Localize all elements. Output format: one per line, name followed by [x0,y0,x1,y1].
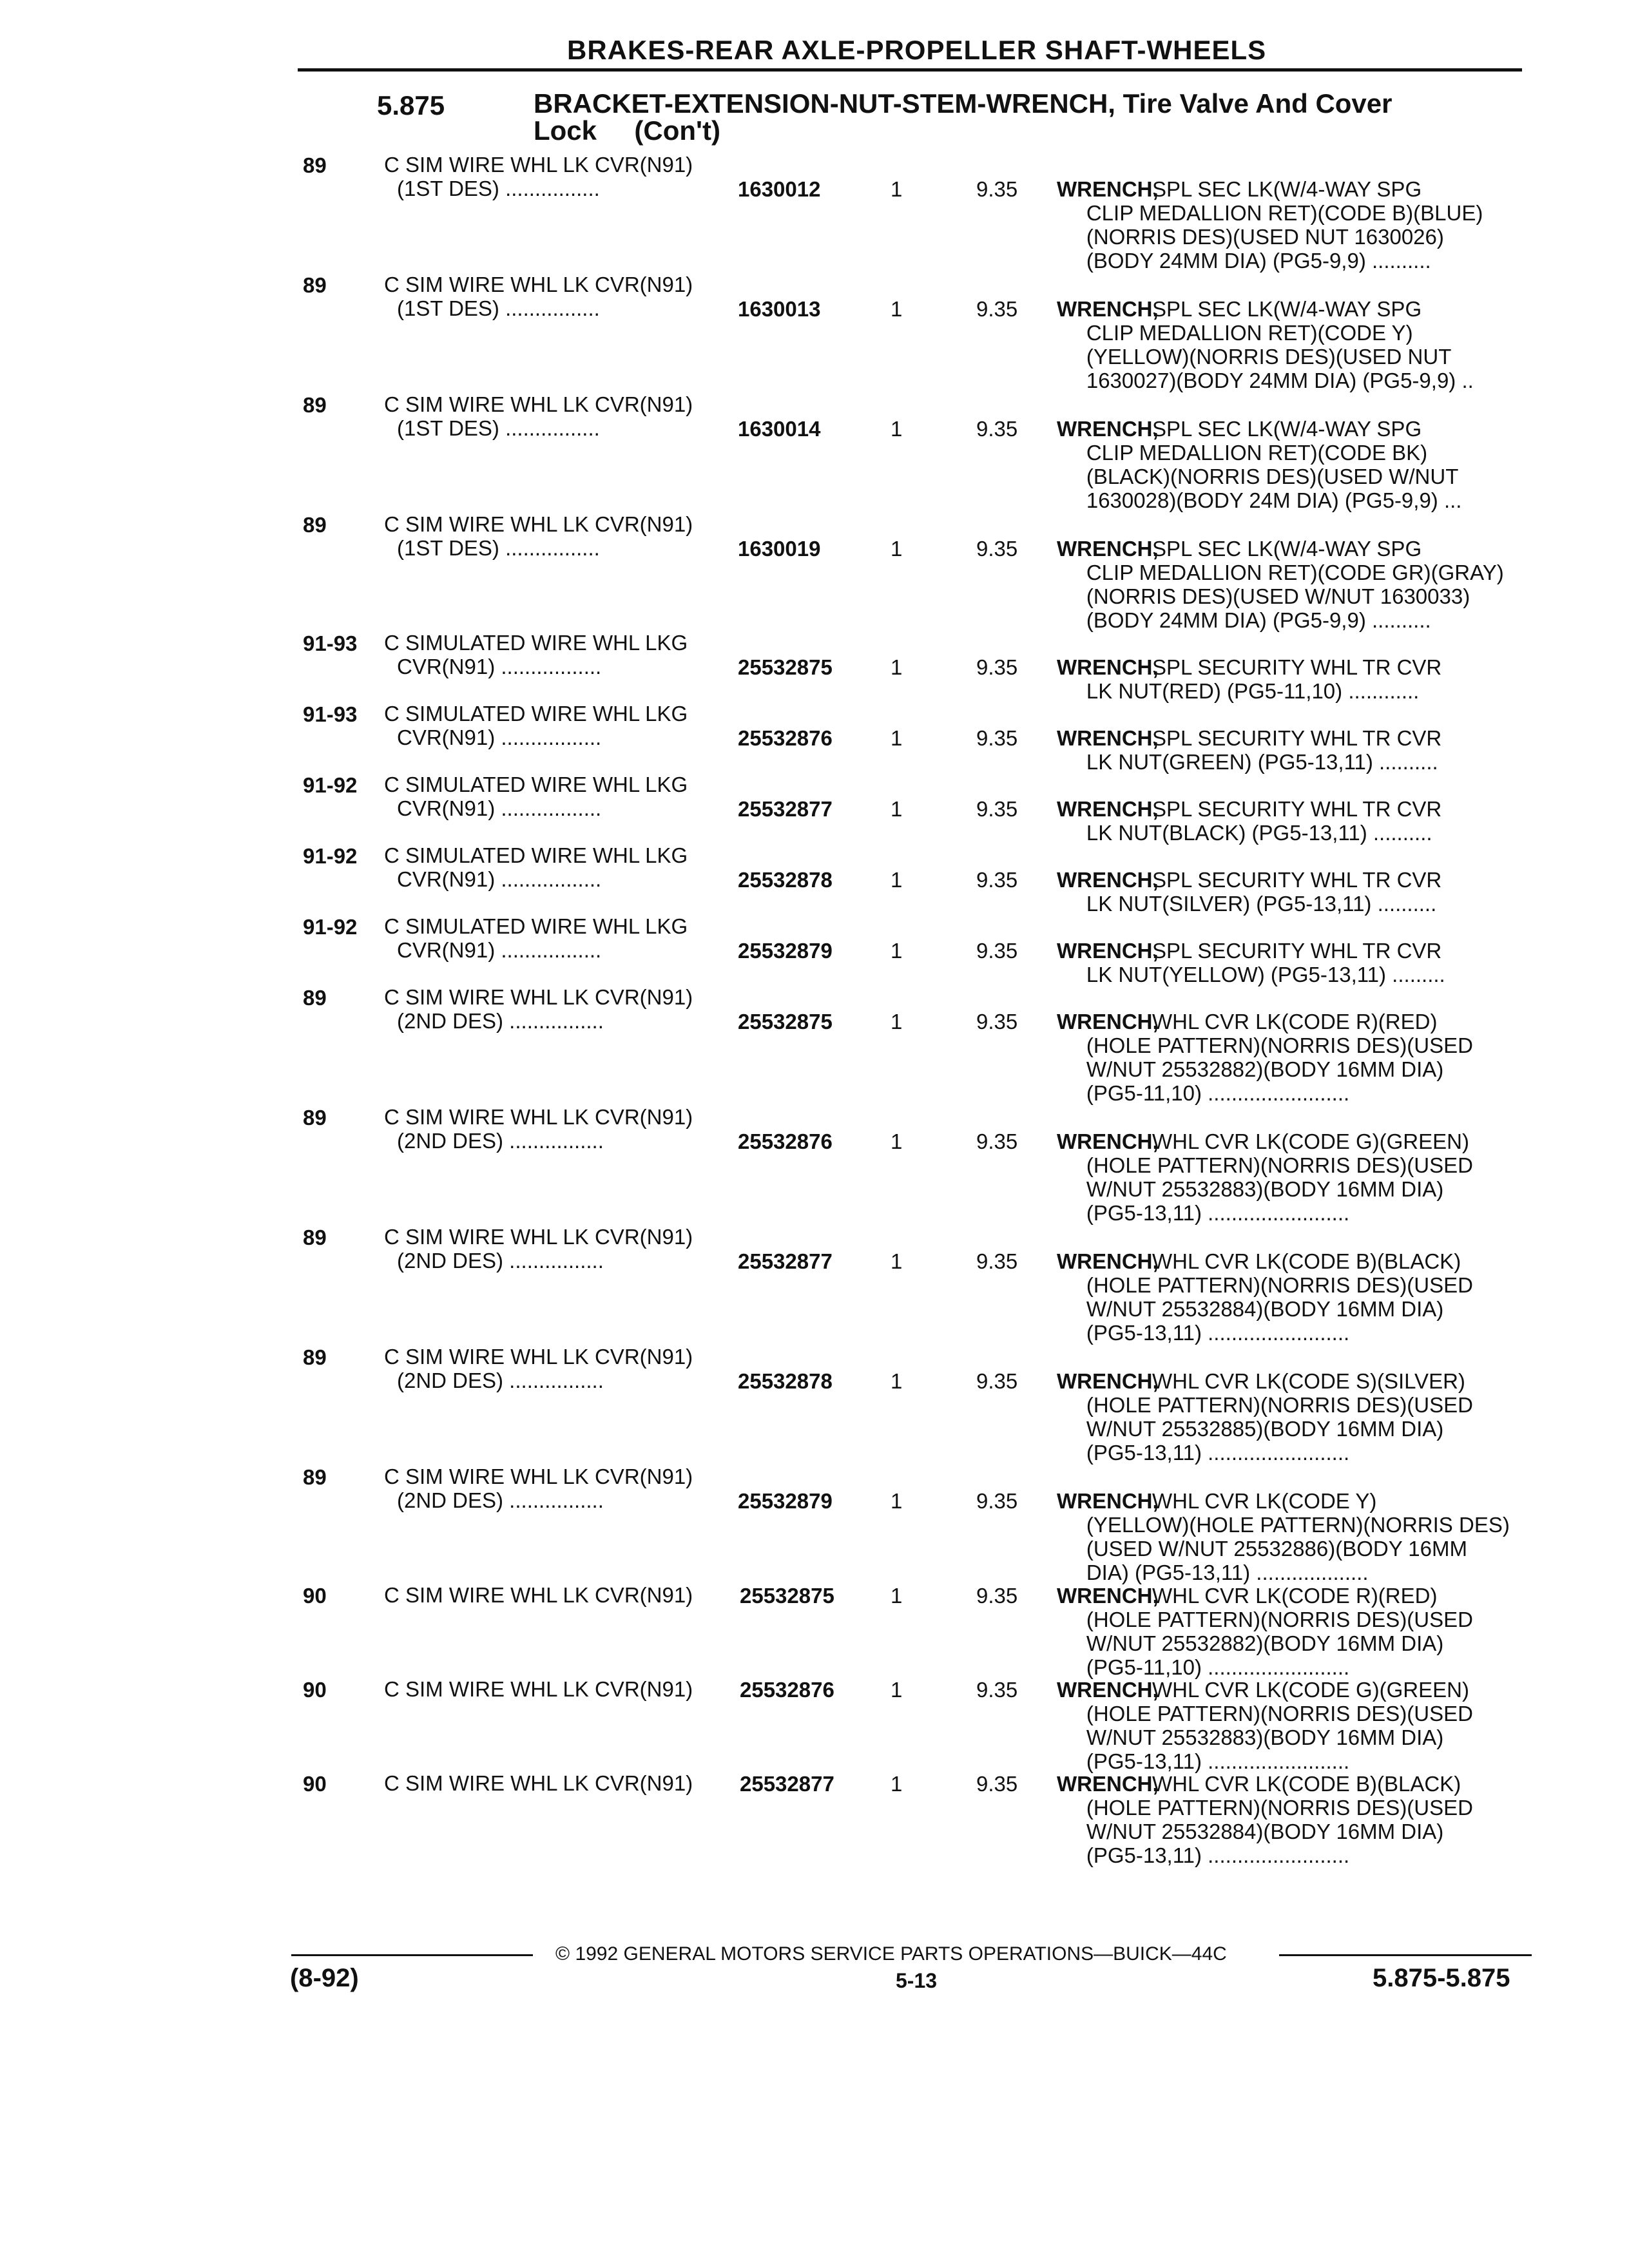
part-number: 1630014 [738,417,821,441]
model-description: C SIM WIRE WHL LK CVR(N91) [384,1583,693,1607]
model-description-cont: CVR(N91) ................. [397,938,602,962]
item-keyword: WRENCH, [1057,1249,1159,1273]
item-description: WHL CVR LK(CODE S)(SILVER) (HOLE PATTERN)(NORRIS DES)(USED W/NUT 25532885)(BODY 16MM DIA) (PG5-13,11) ........................ [1086,1369,1473,1465]
part-number: 25532878 [738,868,833,892]
model-year: 91-93 [303,702,358,726]
quantity: 1 [891,1678,903,1702]
item-description: SPL SEC LK(W/4-WAY SPG CLIP MEDALLION RET)(CODE Y) (YELLOW)(NORRIS DES)(USED NUT 1630027)(BODY 24MM DIA) (PG5-9,9) .. [1086,297,1474,392]
model-year: 91-92 [303,915,358,939]
item-description: SPL SEC LK(W/4-WAY SPG CLIP MEDALLION RET)(CODE GR)(GRAY) (NORRIS DES)(USED W/NUT 1630033) (BODY 24MM DIA) (PG5-9,9) .......... [1086,537,1504,632]
item-keyword: WRENCH, [1057,537,1159,561]
item-description: WHL CVR LK(CODE B)(BLACK) (HOLE PATTERN)(NORRIS DES)(USED W/NUT 25532884)(BODY 16MM DIA) (PG5-13,11) ........................ [1086,1249,1473,1345]
price: 9.35 [976,1129,1018,1153]
item-description: SPL SECURITY WHL TR CVR LK NUT(YELLOW) (PG5-13,11) ......... [1086,939,1445,986]
model-year: 90 [303,1678,327,1702]
item-keyword: WRENCH, [1057,417,1159,441]
model-year: 90 [303,1772,327,1796]
part-number: 25532877 [738,797,833,821]
price: 9.35 [976,1489,1018,1513]
item-keyword: WRENCH, [1057,1772,1159,1796]
model-year: 91-92 [303,844,358,868]
model-description: C SIM WIRE WHL LK CVR(N91) [384,512,693,536]
model-description: C SIMULATED WIRE WHL LKG [384,843,688,867]
model-year: 89 [303,1345,327,1369]
part-number: 25532876 [738,1129,833,1153]
price: 9.35 [976,868,1018,892]
part-number: 1630019 [738,537,821,561]
model-description: C SIM WIRE WHL LK CVR(N91) [384,985,693,1009]
item-keyword: WRENCH, [1057,868,1159,892]
quantity: 1 [891,417,903,441]
model-description-cont: CVR(N91) ................. [397,655,602,678]
price: 9.35 [976,297,1018,321]
item-keyword: WRENCH, [1057,1369,1159,1393]
model-year: 89 [303,1465,327,1489]
model-description: C SIM WIRE WHL LK CVR(N91) [384,1465,693,1488]
item-description: SPL SEC LK(W/4-WAY SPG CLIP MEDALLION RET)(CODE B)(BLUE) (NORRIS DES)(USED NUT 1630026) (BODY 24MM DIA) (PG5-9,9) .......... [1086,177,1483,273]
model-description: C SIM WIRE WHL LK CVR(N91) [384,1105,693,1129]
model-year: 89 [303,153,327,177]
price: 9.35 [976,797,1018,821]
item-description: WHL CVR LK(CODE B)(BLACK) (HOLE PATTERN)(NORRIS DES)(USED W/NUT 25532884)(BODY 16MM DIA) (PG5-13,11) ........................ [1086,1772,1473,1867]
quantity: 1 [891,868,903,892]
footer-copyright: © 1992 GENERAL MOTORS SERVICE PARTS OPERATIONS—BUICK—44C [555,1943,1227,1965]
model-year: 89 [303,1106,327,1129]
page-header: BRAKES-REAR AXLE-PROPELLER SHAFT-WHEELS [567,35,1267,65]
part-number: 25532875 [740,1584,834,1608]
model-description: C SIM WIRE WHL LK CVR(N91) [384,1345,693,1369]
price: 9.35 [976,177,1018,201]
quantity: 1 [891,1489,903,1513]
part-number: 25532876 [740,1678,834,1702]
section-title [534,90,1393,144]
part-number: 25532877 [738,1249,833,1273]
item-keyword: WRENCH, [1057,297,1159,321]
item-keyword: WRENCH, [1057,655,1159,679]
model-description-cont: (1ST DES) ................ [397,416,600,440]
part-number: 1630013 [738,297,821,321]
price: 9.35 [976,726,1018,750]
price: 9.35 [976,417,1018,441]
footer-section-range: 5.875-5.875 [1373,1964,1510,1992]
part-number: 25532877 [740,1772,834,1796]
model-description: C SIMULATED WIRE WHL LKG [384,702,688,726]
item-description: WHL CVR LK(CODE G)(GREEN) (HOLE PATTERN)(NORRIS DES)(USED W/NUT 25532883)(BODY 16MM DIA) (PG5-13,11) ........................ [1086,1678,1473,1773]
part-number: 25532875 [738,655,833,679]
part-number: 25532876 [738,726,833,750]
model-description-cont: (2ND DES) ................ [397,1129,604,1153]
model-description: C SIM WIRE WHL LK CVR(N91) [384,392,693,416]
model-description-cont: (1ST DES) ................ [397,536,600,560]
model-description-cont: (2ND DES) ................ [397,1249,604,1273]
footer-rule-left [291,1954,533,1956]
item-keyword: WRENCH, [1057,1584,1159,1608]
quantity: 1 [891,1772,903,1796]
price: 9.35 [976,1678,1018,1702]
footer-page-number: 5-13 [896,1969,938,1992]
quantity: 1 [891,537,903,561]
model-description-cont: CVR(N91) ................. [397,726,602,749]
header-rule [298,68,1522,72]
price: 9.35 [976,1772,1018,1796]
item-keyword: WRENCH, [1057,1489,1159,1513]
model-year: 91-92 [303,773,358,797]
item-description: WHL CVR LK(CODE G)(GREEN) (HOLE PATTERN)(NORRIS DES)(USED W/NUT 25532883)(BODY 16MM DIA) (PG5-13,11) ........................ [1086,1129,1473,1225]
part-number: 25532875 [738,1010,833,1033]
model-description-cont: (2ND DES) ................ [397,1488,604,1512]
footer-rule-right [1279,1954,1532,1956]
model-description-cont: CVR(N91) ................. [397,867,602,891]
model-year: 91-93 [303,631,358,655]
model-description-cont: (2ND DES) ................ [397,1369,604,1392]
part-number: 25532879 [738,1489,833,1513]
model-year: 89 [303,1225,327,1249]
price: 9.35 [976,1584,1018,1608]
item-description: WHL CVR LK(CODE R)(RED) (HOLE PATTERN)(NORRIS DES)(USED W/NUT 25532882)(BODY 16MM DIA) (PG5-11,10) ........................ [1086,1010,1473,1105]
section-number: 5.875 [377,90,445,120]
model-description: C SIMULATED WIRE WHL LKG [384,914,688,938]
part-number: 25532879 [738,939,833,963]
price: 9.35 [976,655,1018,679]
model-description: C SIMULATED WIRE WHL LKG [384,773,688,796]
model-description-cont: (1ST DES) ................ [397,296,600,320]
item-description: SPL SECURITY WHL TR CVR LK NUT(SILVER) (PG5-13,11) .......... [1086,868,1442,916]
item-keyword: WRENCH, [1057,1010,1159,1033]
model-description-cont: (2ND DES) ................ [397,1009,604,1033]
price: 9.35 [976,537,1018,561]
item-description: SPL SEC LK(W/4-WAY SPG CLIP MEDALLION RET)(CODE BK) (BLACK)(NORRIS DES)(USED W/NUT 1630028)(BODY 24M DIA) (PG5-9,9) ... [1086,417,1462,512]
part-number: 1630012 [738,177,821,201]
quantity: 1 [891,1010,903,1033]
quantity: 1 [891,1584,903,1608]
price: 9.35 [976,939,1018,963]
item-description: WHL CVR LK(CODE R)(RED) (HOLE PATTERN)(NORRIS DES)(USED W/NUT 25532882)(BODY 16MM DIA) (PG5-11,10) ........................ [1086,1584,1473,1679]
model-description: C SIM WIRE WHL LK CVR(N91) [384,1771,693,1795]
model-description: C SIM WIRE WHL LK CVR(N91) [384,273,693,296]
item-keyword: WRENCH, [1057,1678,1159,1702]
quantity: 1 [891,1129,903,1153]
item-description: SPL SECURITY WHL TR CVR LK NUT(RED) (PG5-11,10) ............ [1086,655,1442,703]
quantity: 1 [891,939,903,963]
model-year: 89 [303,273,327,297]
item-description: WHL CVR LK(CODE Y) (YELLOW)(HOLE PATTERN)(NORRIS DES) (USED W/NUT 25532886)(BODY 16MM DIA) (PG5-13,11) ................... [1086,1489,1510,1584]
model-year: 89 [303,393,327,417]
item-keyword: WRENCH, [1057,726,1159,750]
quantity: 1 [891,726,903,750]
item-keyword: WRENCH, [1057,1129,1159,1153]
quantity: 1 [891,177,903,201]
price: 9.35 [976,1369,1018,1393]
price: 9.35 [976,1249,1018,1273]
model-description-cont: (1ST DES) ................ [397,177,600,200]
model-description: C SIMULATED WIRE WHL LKG [384,631,688,655]
item-keyword: WRENCH, [1057,177,1159,201]
model-description: C SIM WIRE WHL LK CVR(N91) [384,1677,693,1701]
price: 9.35 [976,1010,1018,1033]
section-title-line1: BRACKET-EXTENSION-NUT-STEM-WRENCH, Tire Valve And Cover [534,88,1393,119]
part-number: 25532878 [738,1369,833,1393]
model-year: 90 [303,1584,327,1608]
quantity: 1 [891,797,903,821]
section-title-line2: Lock (Con't) [534,115,720,146]
quantity: 1 [891,655,903,679]
item-keyword: WRENCH, [1057,939,1159,963]
model-description: C SIM WIRE WHL LK CVR(N91) [384,153,693,177]
quantity: 1 [891,1249,903,1273]
quantity: 1 [891,1369,903,1393]
model-description: C SIM WIRE WHL LK CVR(N91) [384,1225,693,1249]
model-year: 89 [303,986,327,1010]
quantity: 1 [891,297,903,321]
item-description: SPL SECURITY WHL TR CVR LK NUT(GREEN) (PG5-13,11) .......... [1086,726,1442,774]
footer-date-code: (8-92) [290,1964,359,1992]
item-description: SPL SECURITY WHL TR CVR LK NUT(BLACK) (PG5-13,11) .......... [1086,797,1442,845]
model-description-cont: CVR(N91) ................. [397,796,602,820]
model-year: 89 [303,513,327,537]
item-keyword: WRENCH, [1057,797,1159,821]
